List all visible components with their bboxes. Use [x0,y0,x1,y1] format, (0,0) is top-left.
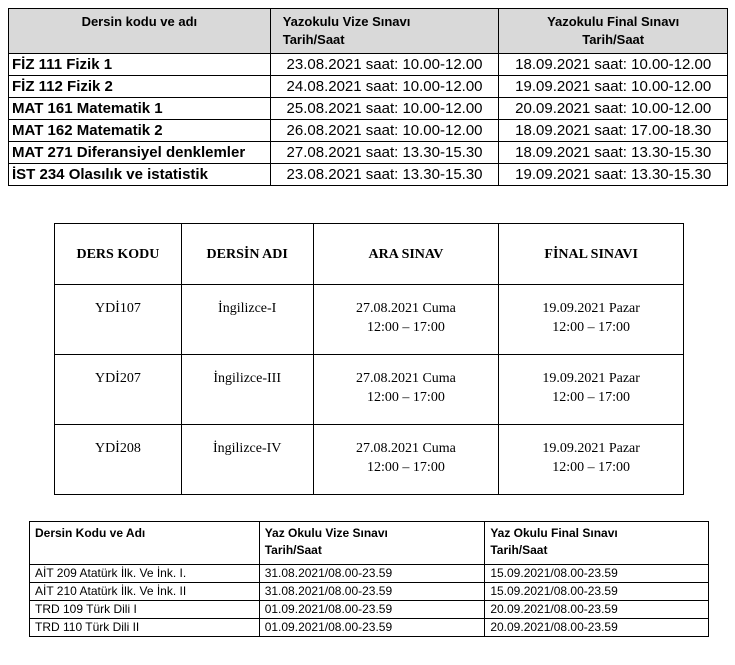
header-midterm-line1: Yazokulu Vize Sınavı [282,14,411,29]
course-cell: MAT 271 Diferansiyel denklemler [9,142,271,164]
midterm-time: 12:00 – 17:00 [367,320,445,335]
final-cell: 18.09.2021 saat: 17.00-18.30 [499,120,728,142]
header-midterm-line2: Tarih/Saat [282,32,345,47]
course-code-cell: YDİ208 [55,425,182,495]
table-row [55,425,684,495]
course-cell: TRD 110 Türk Dili II [30,619,260,637]
course-code-cell: YDİ107 [55,285,182,355]
midterm-cell: 26.08.2021 saat: 10.00-12.00 [270,120,499,142]
final-time: 12:00 – 17:00 [552,390,631,405]
midterm-time: 12:00 – 17:00 [367,390,445,405]
header-final-line1: Yazokulu Final Sınavı [547,14,680,29]
header-final: FİNAL SINAVI [499,224,684,285]
final-cell: 15.09.2021/08.00-23.59 [485,565,709,583]
table-header-row [55,224,684,285]
midterm-cell [313,355,499,425]
final-cell [499,355,684,425]
course-cell: TRD 109 Türk Dili I [30,601,260,619]
course-code-cell: YDİ207 [55,355,182,425]
header-final-line2: Tarih/Saat [490,543,548,557]
midterm-cell [313,285,499,355]
final-cell: 19.09.2021 saat: 13.30-15.30 [499,164,728,186]
final-cell [499,285,684,355]
final-date: 19.09.2021 Pazar [542,441,640,456]
midterm-cell [313,425,499,495]
table-row [9,164,728,186]
table-row [9,142,728,164]
course-cell: AİT 209 Atatürk İlk. Ve İnk. I. [30,565,260,583]
exam-schedule-table-3 [29,521,709,637]
table-row [9,120,728,142]
final-date: 19.09.2021 Pazar [542,371,640,386]
course-cell: MAT 161 Matematik 1 [9,98,271,120]
midterm-cell: 24.08.2021 saat: 10.00-12.00 [270,76,499,98]
midterm-cell: 01.09.2021/08.00-23.59 [259,619,485,637]
midterm-cell: 23.08.2021 saat: 10.00-12.00 [270,54,499,76]
header-midterm [270,9,499,54]
course-name-cell: İngilizce-III [181,355,313,425]
header-final-line2: Tarih/Saat [582,32,645,47]
final-cell: 20.09.2021/08.00-23.59 [485,601,709,619]
final-cell: 20.09.2021 saat: 10.00-12.00 [499,98,728,120]
table-row [30,601,709,619]
course-cell: FİZ 112 Fizik 2 [9,76,271,98]
midterm-date: 27.08.2021 Cuma [355,371,456,386]
exam-schedule-table-2 [54,223,684,495]
header-midterm [259,522,485,565]
midterm-time: 12:00 – 17:00 [367,460,445,475]
table-row [55,355,684,425]
midterm-date: 27.08.2021 Cuma [355,301,456,316]
header-final-line1: Yaz Okulu Final Sınavı [490,526,618,540]
header-course: Dersin kodu ve adı [9,9,271,54]
table-header-row [30,522,709,565]
header-final [485,522,709,565]
header-midterm: ARA SINAV [313,224,499,285]
final-cell [499,425,684,495]
final-time: 12:00 – 17:00 [552,320,631,335]
header-course: Dersin Kodu ve Adı [30,522,260,565]
final-time: 12:00 – 17:00 [552,460,631,475]
final-cell: 18.09.2021 saat: 10.00-12.00 [499,54,728,76]
header-course-code: DERS KODU [55,224,182,285]
final-cell: 19.09.2021 saat: 10.00-12.00 [499,76,728,98]
midterm-date: 27.08.2021 Cuma [355,441,456,456]
final-cell: 15.09.2021/08.00-23.59 [485,583,709,601]
midterm-cell: 27.08.2021 saat: 13.30-15.30 [270,142,499,164]
header-final [499,9,728,54]
final-cell: 18.09.2021 saat: 13.30-15.30 [499,142,728,164]
table-row [9,98,728,120]
course-cell: MAT 162 Matematik 2 [9,120,271,142]
table-row [30,565,709,583]
course-cell: AİT 210 Atatürk İlk. Ve İnk. II [30,583,260,601]
table-header-row [9,9,728,54]
final-cell: 20.09.2021/08.00-23.59 [485,619,709,637]
header-midterm-line2: Tarih/Saat [264,543,322,557]
table-row [30,619,709,637]
midterm-cell: 31.08.2021/08.00-23.59 [259,565,485,583]
midterm-cell: 25.08.2021 saat: 10.00-12.00 [270,98,499,120]
exam-schedule-table-1 [8,8,728,186]
header-course-name: DERSİN ADI [181,224,313,285]
midterm-cell: 23.08.2021 saat: 13.30-15.30 [270,164,499,186]
course-cell: FİZ 111 Fizik 1 [9,54,271,76]
table-row [30,583,709,601]
course-cell: İST 234 Olasılık ve istatistik [9,164,271,186]
table-row [9,54,728,76]
table-row [9,76,728,98]
table-row [55,285,684,355]
midterm-cell: 31.08.2021/08.00-23.59 [259,583,485,601]
course-name-cell: İngilizce-IV [181,425,313,495]
midterm-cell: 01.09.2021/08.00-23.59 [259,601,485,619]
header-midterm-line1: Yaz Okulu Vize Sınavı [264,526,388,540]
final-date: 19.09.2021 Pazar [542,301,640,316]
course-name-cell: İngilizce-I [181,285,313,355]
